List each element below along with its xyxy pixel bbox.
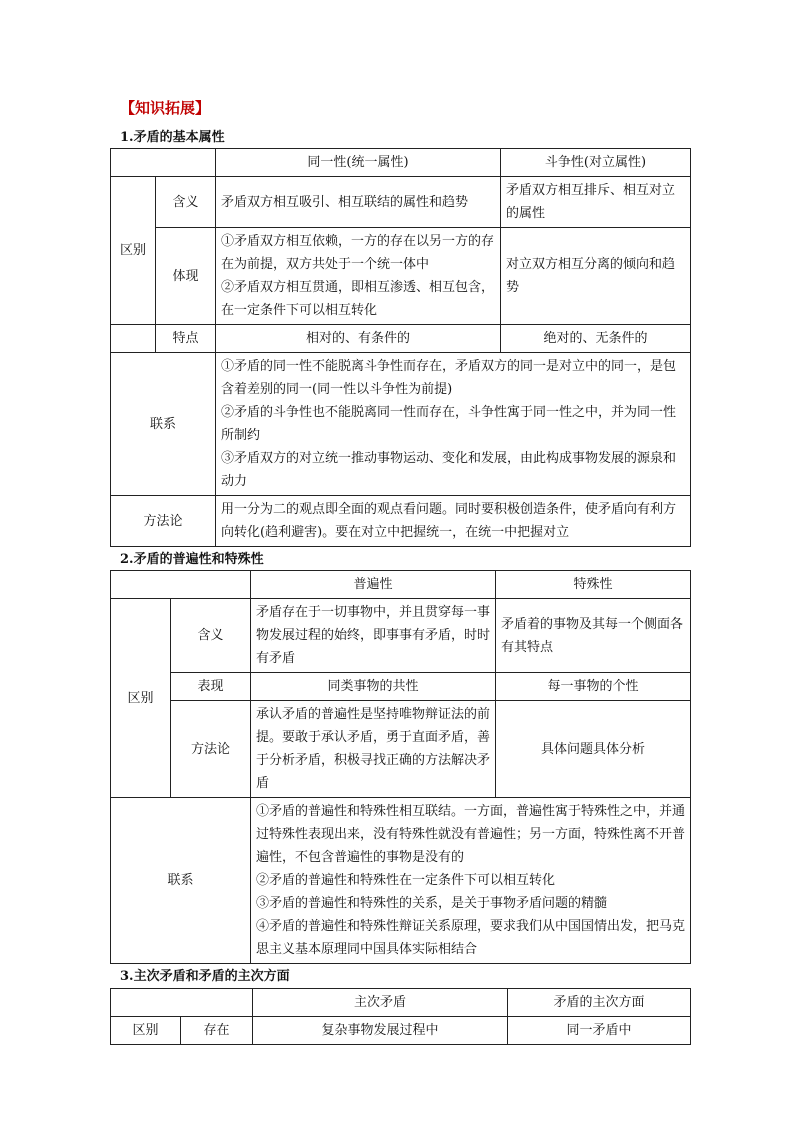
cell: 对立双方相互分离的倾向和趋势: [501, 228, 691, 325]
relation-cell: [251, 798, 691, 964]
relation-line: ②矛盾的斗争性也不能脱离同一性而存在，斗争性寓于同一性之中，并为同一性所制约: [221, 405, 677, 443]
table-row: [111, 571, 691, 599]
table-row: [111, 149, 691, 177]
relation-line: ③矛盾的普遍性和特殊性的关系，是关于事物矛盾问题的精髓: [256, 896, 608, 911]
table-row: [111, 599, 691, 673]
page-title: 【知识拓展】: [120, 99, 211, 117]
cell: 承认矛盾的普遍性是坚持唯物辩证法的前提。要敢于承认矛盾，勇于直面矛盾，善于分析矛盾，积极寻找正确的方法解决矛盾: [251, 701, 496, 798]
table-row: [111, 798, 691, 964]
group-label: 区别: [111, 1017, 181, 1045]
table-row: [111, 701, 691, 798]
cell: [216, 228, 501, 325]
section2-heading: 2.矛盾的普遍性和特殊性: [120, 552, 264, 567]
row-label: 特点: [156, 325, 216, 353]
row-label: 方法论: [171, 701, 251, 798]
cell: 同一矛盾中: [508, 1017, 691, 1045]
section3-table: [110, 988, 691, 1045]
corner-cell: [111, 149, 216, 177]
table-row: [111, 353, 691, 496]
cell-line: ①矛盾双方相互依赖，一方的存在以另一方的存在为前提，双方共处于一个统一体中: [221, 234, 495, 272]
header-particularity: 特殊性: [496, 571, 691, 599]
table-row: [111, 673, 691, 701]
corner-cell: [111, 989, 253, 1017]
table-row: [111, 228, 691, 325]
section1-table: [110, 148, 691, 547]
relation-line: ③矛盾双方的对立统一推动事物运动、变化和发展，由此构成事物发展的源泉和动力: [221, 451, 677, 489]
relation-line: ④矛盾的普遍性和特殊性辩证关系原理，要求我们从中国国情出发，把马克思主义基本原理同中国具体实际相结合: [256, 919, 686, 957]
cell: 矛盾双方相互吸引、相互联结的属性和趋势: [216, 177, 501, 228]
relation-line: ①矛盾的普遍性和特殊性相互联结。一方面，普遍性寓于特殊性之中，并通过特殊性表现出来，没有特殊性就没有普遍性；另一方面，特殊性离不开普遍性，不包含普遍性的事物是没有的: [256, 804, 686, 865]
section2-table: [110, 570, 691, 964]
cell: 矛盾存在于一切事物中，并且贯穿每一事物发展过程的始终，即事事有矛盾，时时有矛盾: [251, 599, 496, 673]
relation-line: ①矛盾的同一性不能脱离斗争性而存在，矛盾双方的同一是对立中的同一，是包含着差别的同一(同一性以斗争性为前提): [221, 359, 677, 397]
cell: 同类事物的共性: [251, 673, 496, 701]
row-label: 存在: [181, 1017, 253, 1045]
table-row: [111, 177, 691, 228]
cell: 绝对的、无条件的: [501, 325, 691, 353]
cell: 相对的、有条件的: [216, 325, 501, 353]
cell: 矛盾双方相互排斥、相互对立的属性: [501, 177, 691, 228]
row-label: 体现: [156, 228, 216, 325]
row-label: 含义: [171, 599, 251, 673]
cell: 每一事物的个性: [496, 673, 691, 701]
section3-heading: 3.主次矛盾和矛盾的主次方面: [120, 969, 290, 984]
cell: 矛盾着的事物及其每一个侧面各有其特点: [496, 599, 691, 673]
table-row: [111, 989, 691, 1017]
header-main-secondary: 主次矛盾: [253, 989, 508, 1017]
relation-label: 联系: [111, 353, 216, 496]
cell-line: ②矛盾双方相互贯通，即相互渗透、相互包含，在一定条件下可以相互转化: [221, 280, 495, 318]
group-label: 区别: [111, 599, 171, 798]
section1-heading: 1.矛盾的基本属性: [120, 130, 225, 145]
header-aspects: 矛盾的主次方面: [508, 989, 691, 1017]
method-label: 方法论: [111, 496, 216, 547]
relation-cell: [216, 353, 691, 496]
cell: 具体问题具体分析: [496, 701, 691, 798]
table-row: [111, 1017, 691, 1045]
corner-cell: [111, 571, 251, 599]
header-unity: 同一性(统一属性): [216, 149, 501, 177]
method-cell: 用一分为二的观点即全面的观点看问题。同时要积极创造条件，使矛盾向有利方向转化(趋利避害)。要在对立中把握统一，在统一中把握对立: [216, 496, 691, 547]
header-struggle: 斗争性(对立属性): [501, 149, 691, 177]
row-label: 表现: [171, 673, 251, 701]
table-row: [111, 496, 691, 547]
table-row: [111, 325, 691, 353]
relation-line: ②矛盾的普遍性和特殊性在一定条件下可以相互转化: [256, 873, 556, 888]
group-label: 区别: [111, 177, 156, 325]
cell: 复杂事物发展过程中: [253, 1017, 508, 1045]
relation-label: 联系: [111, 798, 251, 964]
empty-cell: [111, 325, 156, 353]
header-universality: 普遍性: [251, 571, 496, 599]
row-label: 含义: [156, 177, 216, 228]
